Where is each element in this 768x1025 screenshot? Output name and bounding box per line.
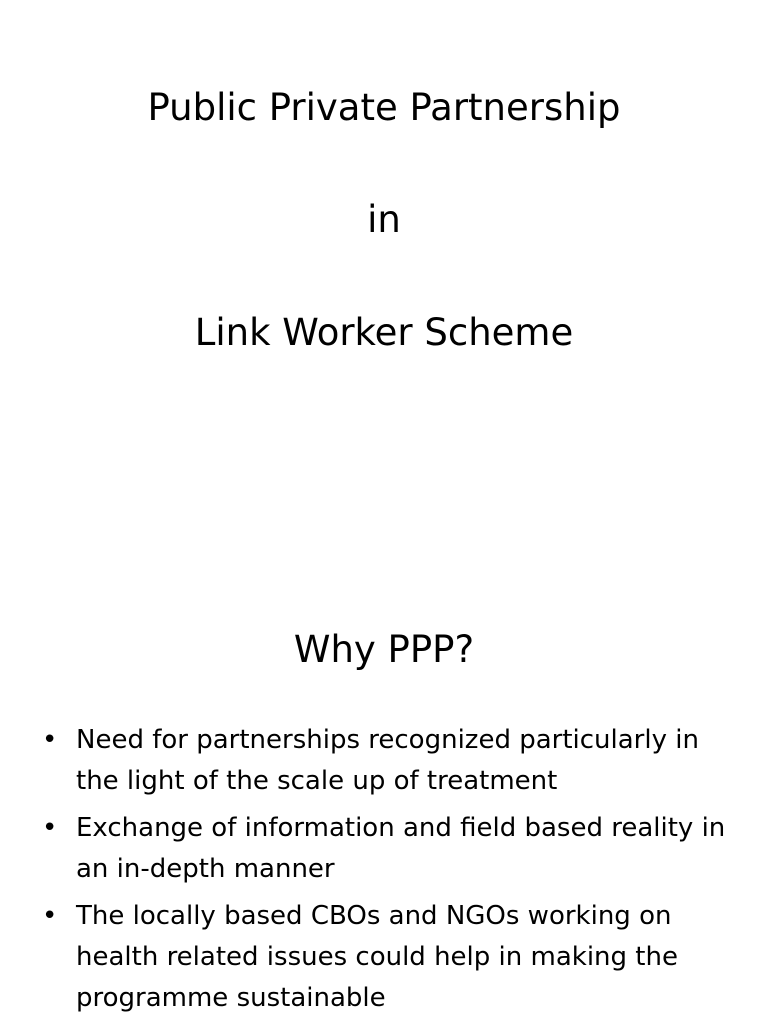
title-line-3: Link Worker Scheme <box>194 311 574 354</box>
title-slide <box>0 0 768 512</box>
bullet-icon: • <box>42 725 58 755</box>
content-slide <box>0 512 768 1024</box>
bullet-item <box>40 896 730 1019</box>
title-line-2: in <box>367 198 401 241</box>
bullet-text: Exchange of information and field based reality in an in-depth manner <box>76 813 726 884</box>
title-line-1: Public Private Partnership <box>147 86 621 129</box>
bullet-icon: • <box>42 901 58 931</box>
slide-title: Why PPP? <box>293 628 475 671</box>
bullet-list <box>40 720 730 1025</box>
bullet-text: The locally based CBOs and NGOs working on health related issues could help in making the programme sustainable <box>76 901 678 1013</box>
bullet-item <box>40 808 730 890</box>
bullet-icon: • <box>42 813 58 843</box>
bullet-text: Need for partnerships recognized particularly in the light of the scale up of treatment <box>76 725 699 796</box>
bullet-item <box>40 720 730 802</box>
